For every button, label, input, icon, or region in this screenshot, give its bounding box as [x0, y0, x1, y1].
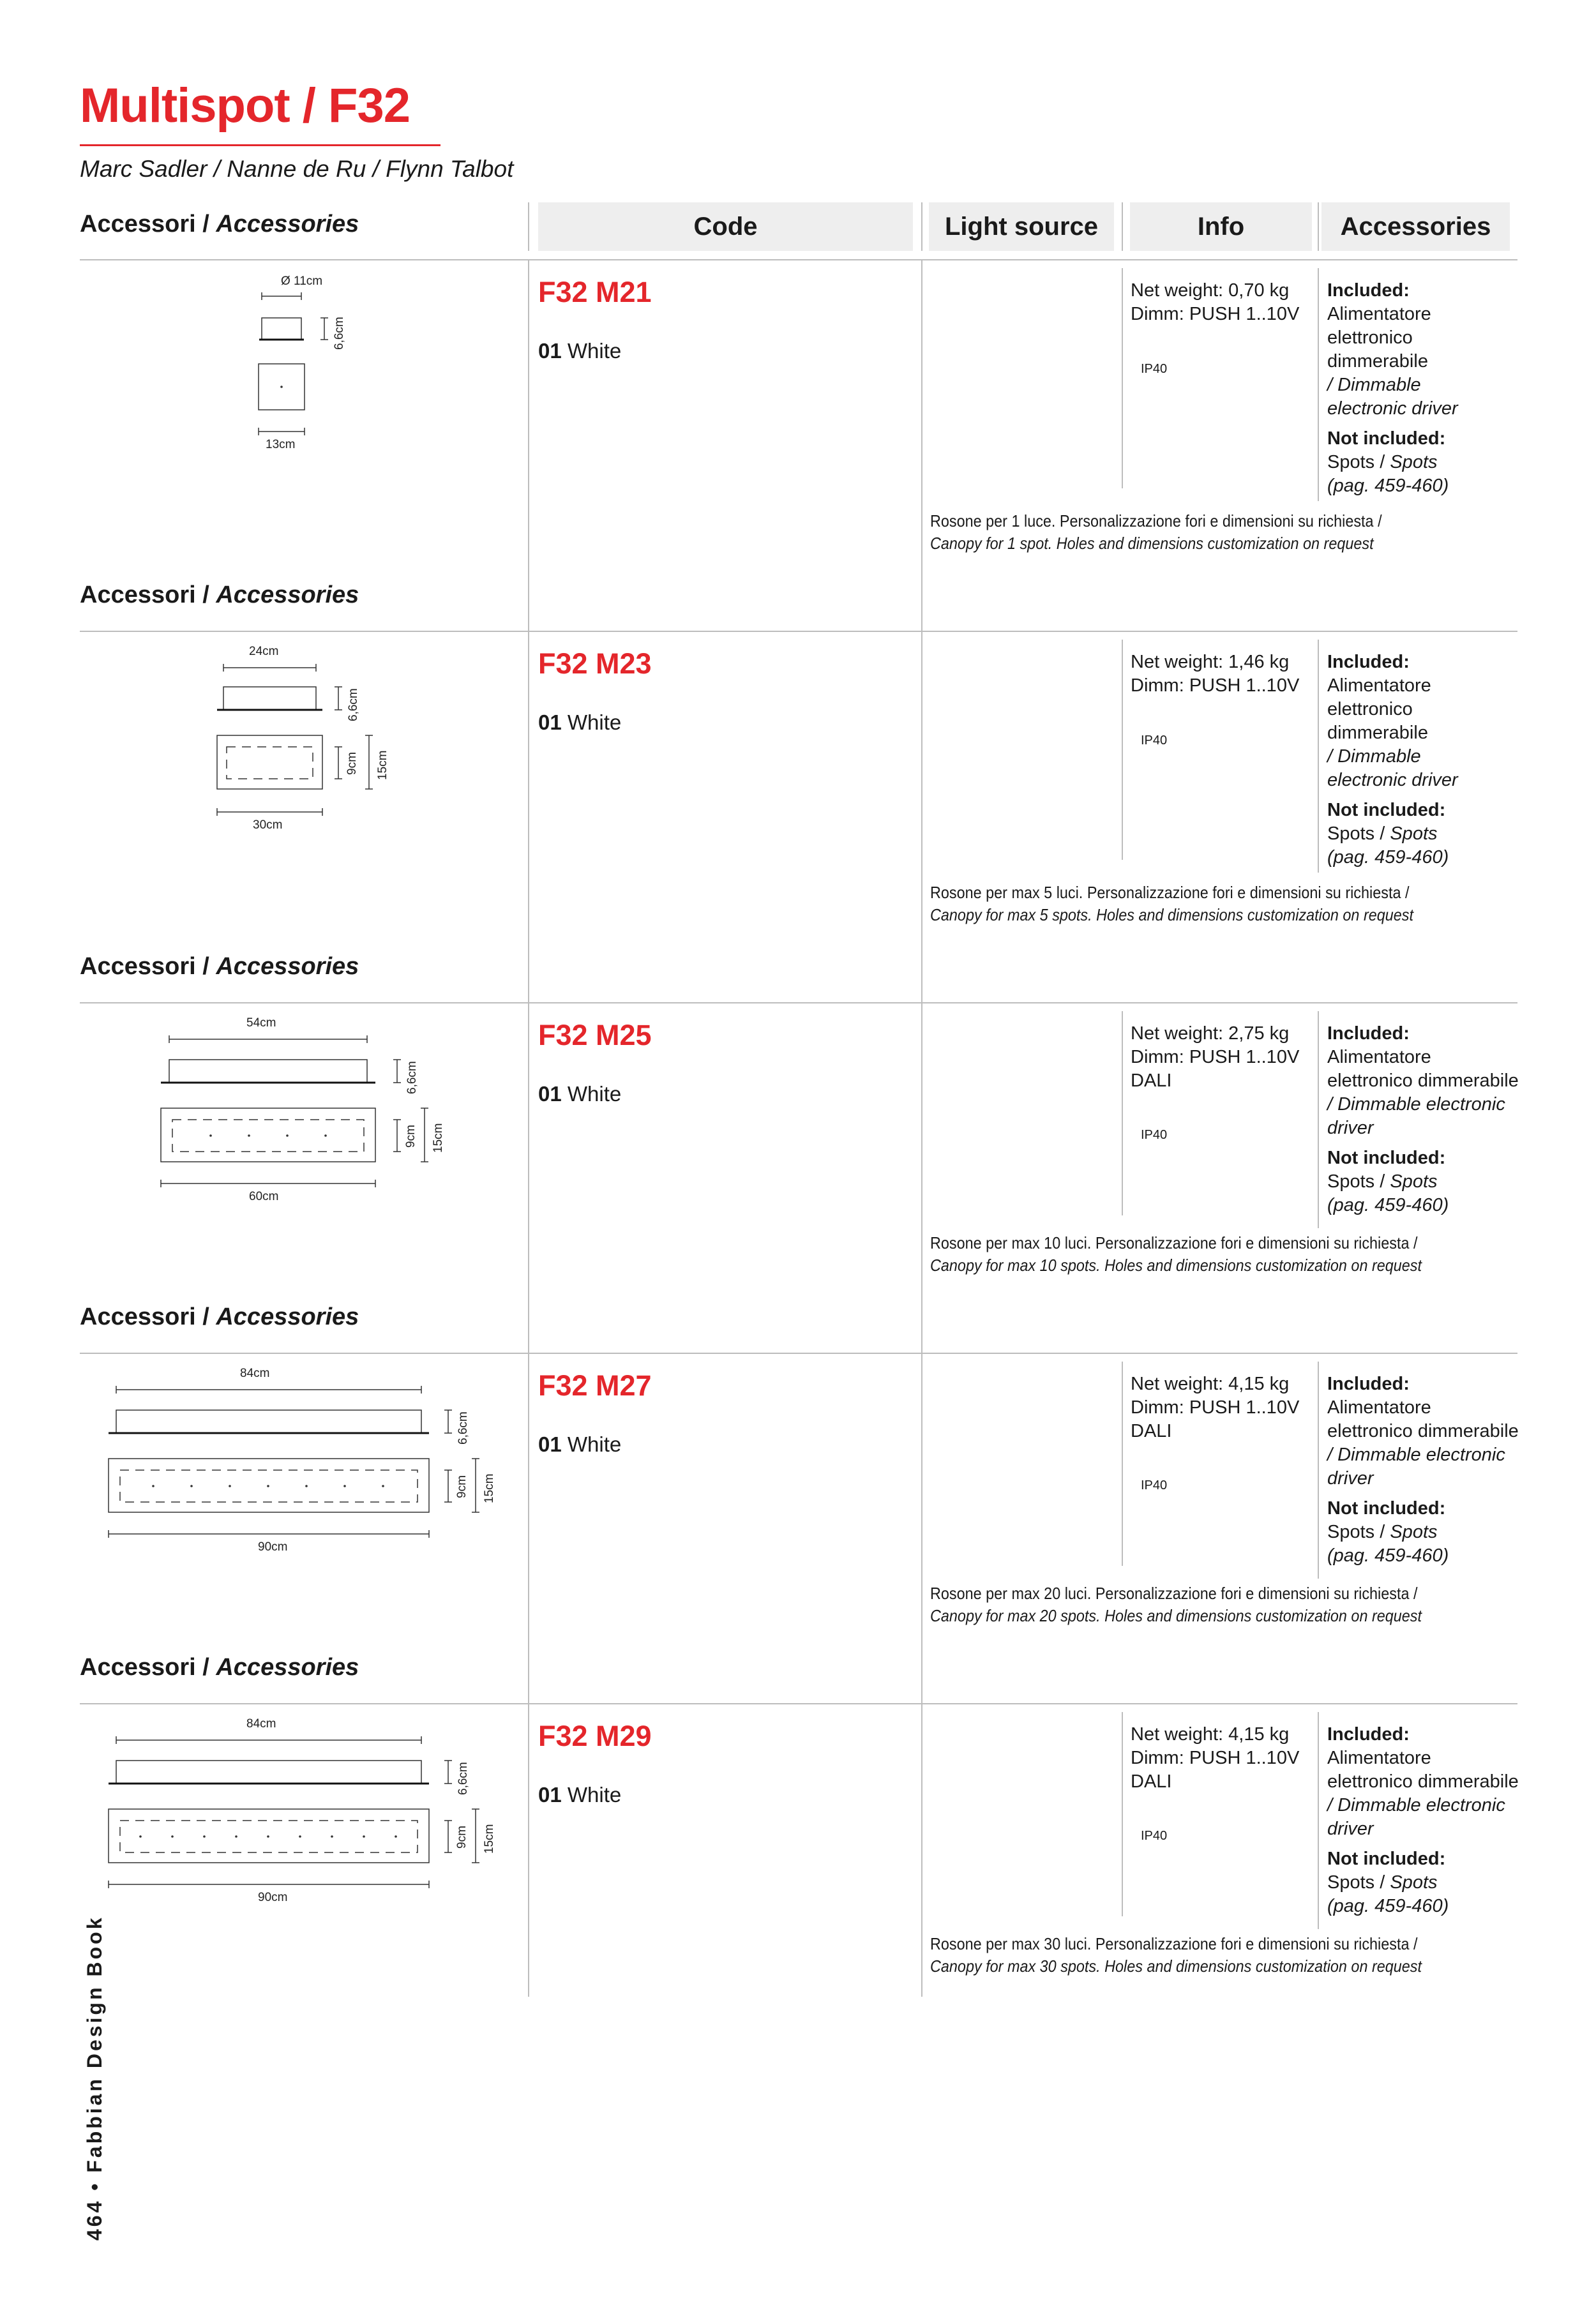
dimension-label: 54cm — [246, 1016, 276, 1030]
accessories-info: Included: Alimentatore elettronico dimmerabile / Dimmable electronic driver Not included: Spots / Spots (pag. 459-460) — [1327, 1724, 1519, 1916]
dimension-label: 6,6cm — [456, 1411, 470, 1445]
column-header-light-source: Light source — [929, 202, 1114, 251]
designers: Marc Sadler / Nanne de Ru / Flynn Talbot — [80, 156, 514, 182]
dimension-label: 6,6cm — [456, 1762, 470, 1795]
dimension-label: 15cm — [376, 750, 389, 780]
column-divider — [1122, 202, 1123, 251]
title-underline — [80, 144, 440, 146]
accessories-info: Included: Alimentatore elettronico dimmerabile / Dimmable electronic driver Not included: Spots / Spots (pag. 459-460) — [1327, 652, 1458, 868]
product-code: F32 M23 — [538, 647, 652, 680]
product-drawing-m21 — [243, 268, 383, 460]
ip-rating: IP40 — [1141, 1478, 1168, 1492]
row-separator — [80, 1353, 1517, 1354]
column-divider — [1318, 268, 1319, 501]
product-code: F32 M27 — [538, 1369, 652, 1402]
column-divider — [921, 202, 922, 251]
dimension-label: 84cm — [240, 1367, 270, 1380]
ip-rating: IP40 — [1141, 1829, 1168, 1843]
product-description: Rosone per max 20 luci. Personalizzazione fori e dimensioni su richiesta / Canopy for max 20 spots. Holes and dimensions customization on request — [930, 1584, 1422, 1625]
dimension-label: 9cm — [455, 1475, 469, 1498]
section-label: Accessori / Accessories — [80, 211, 359, 237]
dimension-label: 60cm — [249, 1190, 279, 1203]
column-divider — [528, 259, 529, 1997]
product-info: Net weight: 2,75 kg Dimm: PUSH 1..10V DALI — [1131, 1023, 1300, 1091]
row-separator — [80, 631, 1517, 632]
section-label: Accessori / Accessories — [80, 582, 359, 608]
row-separator — [80, 1703, 1517, 1704]
product-code: F32 M29 — [538, 1720, 652, 1752]
product-drawing-m23 — [211, 640, 415, 844]
accessories-info: Included: Alimentatore elettronico dimmerabile / Dimmable electronic driver Not included: Spots / Spots (pag. 459-460) — [1327, 1374, 1519, 1566]
ip-rating: IP40 — [1141, 733, 1168, 748]
page-footer: 464 • Fabbian Design Book — [83, 1915, 106, 2241]
row-separator — [80, 1002, 1517, 1003]
dimension-label: 9cm — [455, 1826, 469, 1849]
column-header-accessories: Accessories — [1321, 202, 1510, 251]
variant-color: 01 White — [538, 1432, 622, 1456]
page-title: Multispot / F32 — [80, 79, 410, 133]
product-description: Rosone per 1 luce. Personalizzazione fori e dimensioni su richiesta / Canopy for 1 spot. Holes and dimensions customization on request — [930, 511, 1382, 553]
column-divider — [1318, 1011, 1319, 1228]
dimension-label: 15cm — [483, 1824, 496, 1854]
column-divider — [1122, 1712, 1123, 1916]
column-header-code: Code — [538, 202, 913, 251]
accessories-info: Included: Alimentatore elettronico dimmerabile / Dimmable electronic driver Not included: Spots / Spots (pag. 459-460) — [1327, 1023, 1519, 1215]
dimension-label: 6,6cm — [347, 688, 360, 721]
product-drawing-m27 — [96, 1362, 504, 1566]
variant-color: 01 White — [538, 710, 622, 734]
column-divider — [1122, 268, 1123, 488]
column-header-info: Info — [1130, 202, 1312, 251]
dimension-label: 13cm — [266, 438, 296, 451]
column-divider — [528, 202, 529, 251]
column-divider — [921, 259, 922, 1997]
product-drawing-m29 — [96, 1712, 504, 1916]
product-code: F32 M25 — [538, 1019, 652, 1051]
dimension-label: 30cm — [253, 818, 283, 832]
column-divider — [1318, 202, 1319, 251]
product-description: Rosone per max 10 luci. Personalizzazione fori e dimensioni su richiesta / Canopy for max 10 spots. Holes and dimensions customization on request — [930, 1233, 1422, 1275]
column-divider — [1318, 1362, 1319, 1579]
dimension-label: 9cm — [345, 752, 359, 775]
accessories-info: Included: Alimentatore elettronico dimmerabile / Dimmable electronic driver Not included: Spots / Spots (pag. 459-460) — [1327, 280, 1458, 496]
column-divider — [1318, 1712, 1319, 1929]
dimension-label: 24cm — [249, 645, 279, 658]
product-info: Net weight: 4,15 kg Dimm: PUSH 1..10V DALI — [1131, 1724, 1300, 1792]
column-divider — [1122, 1011, 1123, 1215]
dimension-label: 9cm — [404, 1125, 418, 1148]
ip-rating: IP40 — [1141, 1128, 1168, 1142]
variant-color: 01 White — [538, 1082, 622, 1106]
dimension-label: Ø 11cm — [281, 274, 323, 288]
section-label: Accessori / Accessories — [80, 1304, 359, 1330]
dimension-label: 90cm — [258, 1891, 288, 1904]
column-divider — [1122, 1362, 1123, 1566]
dimension-label: 90cm — [258, 1540, 288, 1554]
column-divider — [1122, 640, 1123, 860]
section-label: Accessori / Accessories — [80, 1654, 359, 1681]
dimension-label: 6,6cm — [405, 1061, 419, 1094]
section-label: Accessori / Accessories — [80, 953, 359, 980]
product-code: F32 M21 — [538, 276, 652, 308]
dimension-label: 6,6cm — [333, 317, 346, 350]
product-drawing-m25 — [153, 1011, 460, 1215]
product-info: Net weight: 4,15 kg Dimm: PUSH 1..10V DALI — [1131, 1374, 1300, 1441]
dimension-label: 15cm — [483, 1473, 496, 1503]
variant-color: 01 White — [538, 1783, 622, 1807]
product-description: Rosone per max 30 luci. Personalizzazione fori e dimensioni su richiesta / Canopy for max 30 spots. Holes and dimensions customization on request — [930, 1934, 1422, 1976]
product-description: Rosone per max 5 luci. Personalizzazione fori e dimensioni su richiesta / Canopy for max 5 spots. Holes and dimensions customization on request — [930, 883, 1413, 924]
variant-color: 01 White — [538, 339, 622, 363]
dimension-label: 15cm — [432, 1123, 445, 1153]
row-separator — [80, 259, 1517, 260]
product-info: Net weight: 0,70 kg Dimm: PUSH 1..10V — [1131, 280, 1300, 324]
dimension-label: 84cm — [246, 1717, 276, 1731]
product-info: Net weight: 1,46 kg Dimm: PUSH 1..10V — [1131, 652, 1300, 696]
column-divider — [1318, 640, 1319, 873]
ip-rating: IP40 — [1141, 362, 1168, 376]
